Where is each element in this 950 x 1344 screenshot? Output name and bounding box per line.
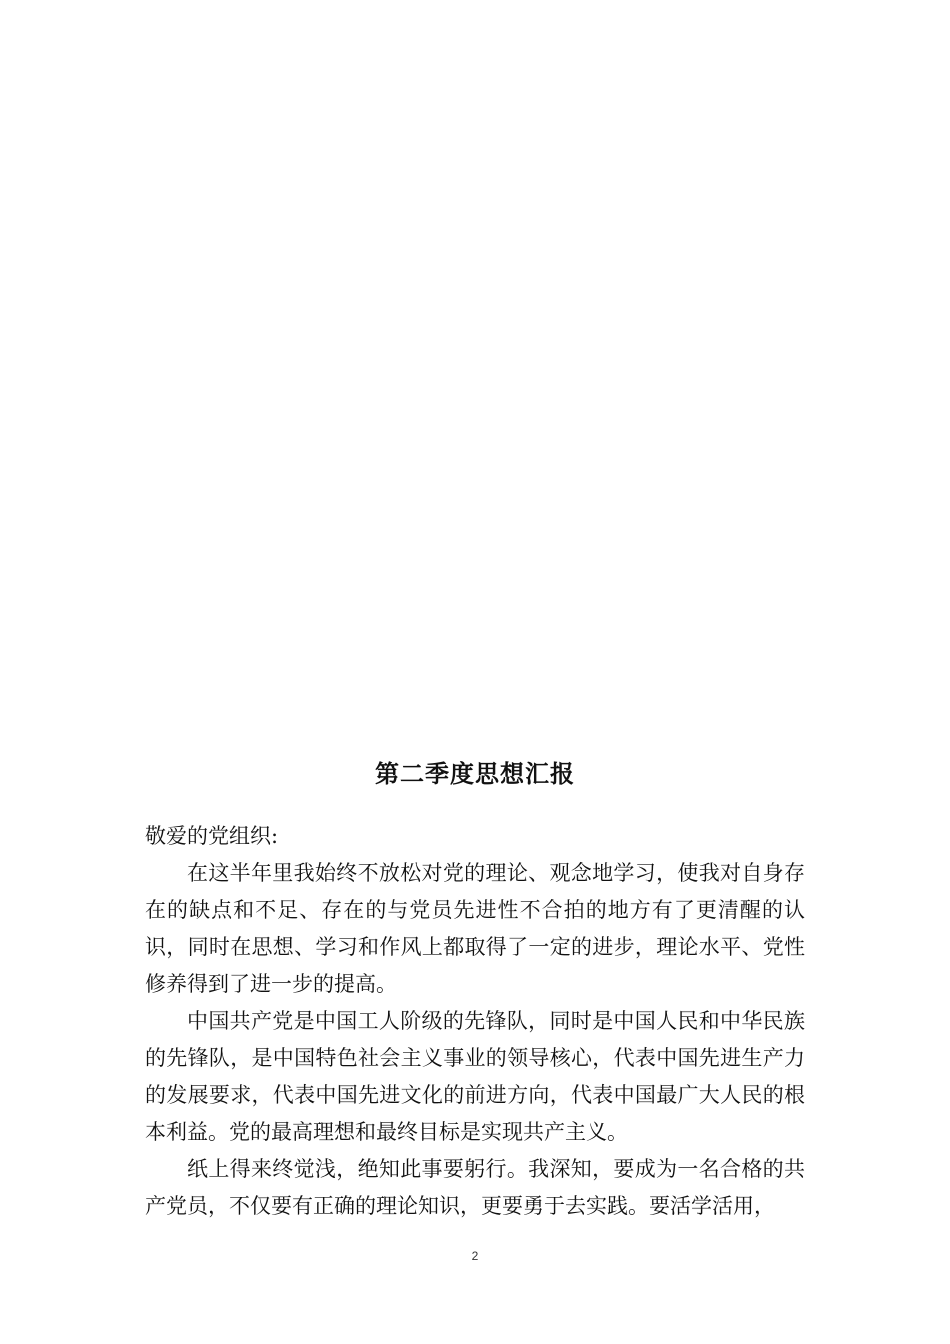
document-body [145, 818, 805, 1225]
salutation: 敬爱的党组织: [145, 824, 279, 848]
paragraph-2: 中国共产党是中国工人阶级的先锋队，同时是中国人民和中华民族的先锋队，是中国特色社会主义事业的领导核心，代表中国先进生产力的发展要求，代表中国先进文化的前进方向，代表中国最广大人民的根本利益。党的最高理想和最终目标是实现共产主义。 [145, 1009, 805, 1144]
paragraph-3: 纸上得来终觉浅，绝知此事要躬行。我深知，要成为一名合格的共产党员，不仅要有正确的理论知识，更要勇于去实践。要活学活用， [145, 1157, 805, 1218]
document-title: 第二季度思想汇报 [375, 760, 575, 788]
page-number: 2 [471, 1249, 479, 1263]
paragraph-1: 在这半年里我始终不放松对党的理论、观念地学习，使我对自身存在的缺点和不足、存在的与党员先进性不合拍的地方有了更清醒的认识，同时在思想、学习和作风上都取得了一定的进步，理论水平、党性修养得到了进一步的提高。 [145, 861, 805, 996]
